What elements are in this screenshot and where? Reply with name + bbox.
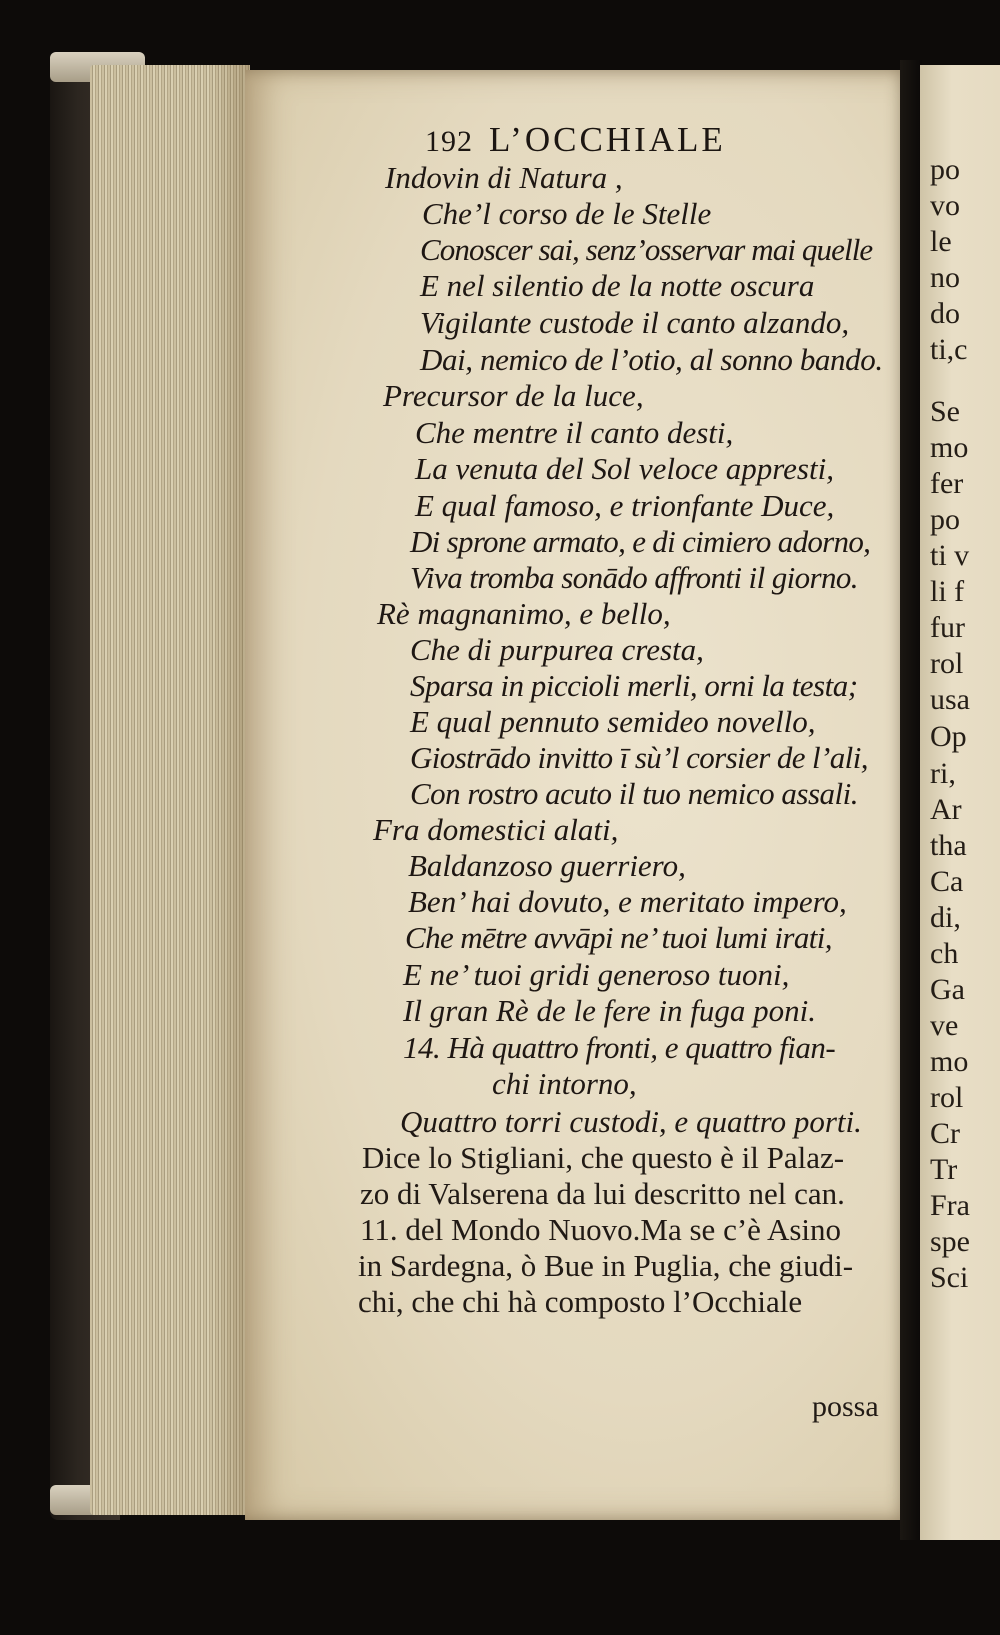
facing-page-fragment: ve	[930, 1009, 959, 1042]
facing-page-fragment: spe	[930, 1225, 970, 1258]
facing-page-fragment: fer	[930, 467, 964, 500]
facing-page-fragment: no	[930, 261, 960, 294]
running-head	[425, 120, 726, 160]
facing-page-fragment: Ga	[930, 973, 965, 1006]
facing-page-fragment: po	[930, 153, 960, 186]
facing-page-fragment: Ar	[930, 793, 962, 826]
facing-page-fragment: Op	[930, 720, 967, 753]
verse-line: Vigilante custode il canto alzando,	[420, 305, 850, 340]
facing-page-fragment: le	[930, 225, 952, 258]
verse-line: Il gran Rè de le fere in fuga poni.	[403, 993, 816, 1028]
running-title: L’OCCHIALE	[489, 120, 726, 159]
facing-page-fragment: ti v	[930, 539, 970, 572]
facing-page-fragment: Se	[930, 395, 960, 428]
verse-line: Che’l corso de le Stelle	[422, 196, 712, 231]
facing-page-fragment: fur	[930, 611, 965, 644]
verse-line: E ne’ tuoi gridi generoso tuoni,	[403, 957, 790, 992]
verse-line: Fra domestici alati,	[373, 812, 619, 847]
verse-line: 14. Hà quattro fronti, e quattro fian-	[403, 1030, 836, 1065]
prose-line: 11. del Mondo Nuovo.Ma se c’è Asino	[360, 1212, 842, 1247]
verse-line: Rè magnanimo, e bello,	[377, 596, 671, 631]
verse-line: E qual pennuto semideo novello,	[410, 704, 816, 739]
facing-page-fragment: Fra	[930, 1189, 970, 1222]
facing-page-fragment: Tr	[930, 1153, 958, 1186]
verse-line: Che mentre il canto desti,	[415, 415, 734, 450]
prose-line: chi, che chi hà composto l’Occhiale	[358, 1284, 803, 1319]
book-gutter	[900, 60, 922, 1540]
verse-line: Giostrādo invitto ī sù’l corsier de l’ali,	[410, 740, 868, 775]
facing-page-fragment: usa	[930, 683, 970, 716]
verse-line: Dai, nemico de l’otio, al sonno bando.	[420, 342, 883, 377]
verse-line: E nel silentio de la notte oscura	[420, 268, 815, 303]
verse-line: Di sprone armato, e di cimiero adorno,	[410, 524, 871, 559]
verse-line: Ben’ hai dovuto, e meritato impero,	[408, 884, 847, 919]
prose-line: zo di Valserena da lui descritto nel can.	[360, 1176, 845, 1211]
facing-page-fragment: ch	[930, 937, 959, 970]
page-number: 192	[425, 125, 473, 158]
facing-page-fragment: po	[930, 503, 960, 536]
catchword: possa	[812, 1390, 879, 1423]
verse-line: Quattro torri custodi, e quattro porti.	[400, 1104, 862, 1139]
verse-line: chi intorno,	[492, 1066, 637, 1101]
facing-page-fragment: Ca	[930, 865, 964, 898]
verse-line: Baldanzoso guerriero,	[408, 848, 686, 883]
facing-page-fragment: tha	[930, 829, 967, 862]
facing-page	[920, 65, 1000, 1540]
facing-page-fragment: rol	[930, 1081, 964, 1114]
verse-line: Viva tromba sonādo affronti il giorno.	[410, 560, 858, 595]
verse-line: La venuta del Sol veloce appresti,	[415, 451, 834, 486]
facing-page-fragment: li f	[930, 575, 965, 608]
facing-page-fragment: mo	[930, 431, 969, 464]
verse-line: Conoscer sai, senz’osservar mai quelle	[420, 232, 873, 267]
facing-page-fragment: vo	[930, 189, 960, 222]
verse-line: Che mētre avvāpi ne’ tuoi lumi irati,	[405, 920, 832, 955]
verse-line: Sparsa in piccioli merli, orni la testa;	[410, 668, 858, 703]
prose-line: Dice lo Stigliani, che questo è il Palaz-	[362, 1140, 845, 1175]
facing-page-fragment: ri,	[930, 757, 956, 790]
facing-page-fragment: ti,c	[930, 333, 968, 366]
verse-line: E qual famoso, e trionfante Duce,	[415, 488, 835, 523]
verse-line: Con rostro acuto il tuo nemico assali.	[410, 776, 859, 811]
facing-page-fragment: mo	[930, 1045, 969, 1078]
facing-page-fragment: Sci	[930, 1261, 969, 1294]
verse-line: Indovin di Natura ,	[385, 160, 623, 195]
page-edges	[90, 65, 250, 1515]
verse-line: Precursor de la luce,	[383, 378, 644, 413]
facing-page-fragment: do	[930, 297, 960, 330]
facing-page-fragment: di,	[930, 901, 961, 934]
verse-line: Che di purpurea cresta,	[410, 632, 704, 667]
facing-page-fragment: Cr	[930, 1117, 960, 1150]
prose-line: in Sardegna, ò Bue in Puglia, che giudi-	[358, 1248, 854, 1283]
facing-page-fragment: rol	[930, 647, 964, 680]
